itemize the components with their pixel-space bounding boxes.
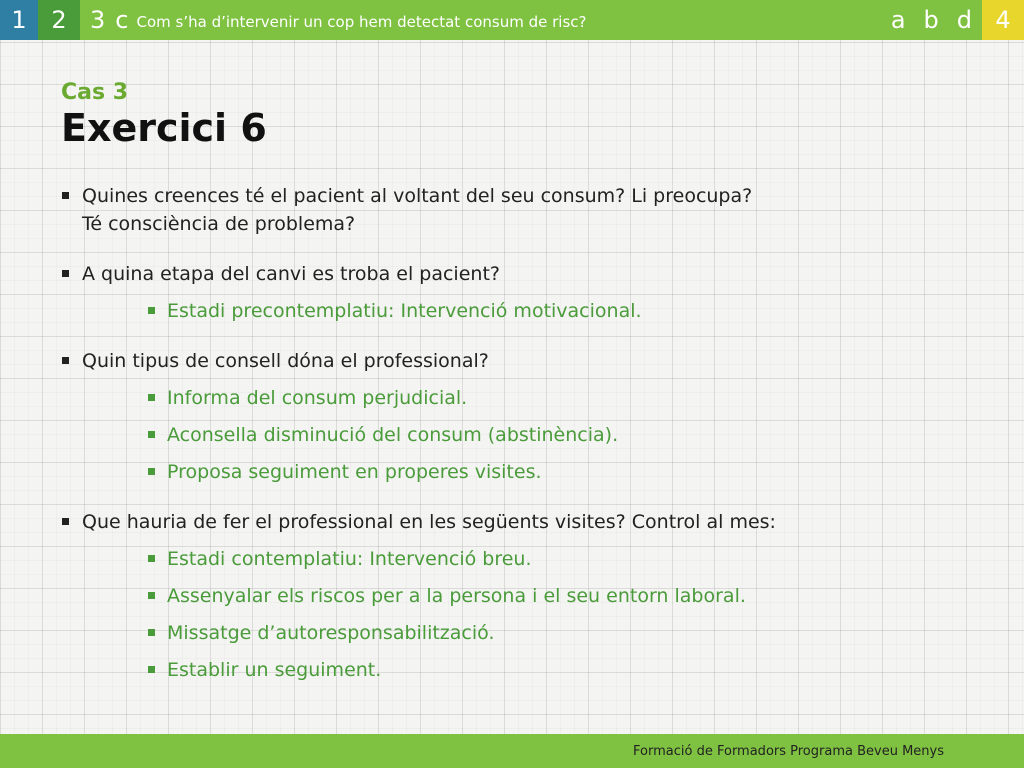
answer-item: Establir un seguiment. bbox=[147, 656, 961, 684]
nav-tab-3-letter: c bbox=[115, 6, 129, 34]
nav-letter-b[interactable]: b bbox=[923, 6, 939, 34]
page-title: Exercici 6 bbox=[61, 106, 267, 150]
answer-item: Assenyalar els riscos per a la persona i el seu entorn laboral. bbox=[147, 582, 961, 610]
nav-tab-3[interactable] bbox=[80, 0, 128, 40]
answer-item: Proposa seguiment en properes visites. bbox=[147, 458, 961, 486]
footer-text: Formació de Formadors Programa Beveu Menys bbox=[633, 744, 944, 759]
subsection-links bbox=[873, 0, 972, 40]
question-4: Que hauria de fer el professional en les següents visites? Control al mes: bbox=[61, 508, 961, 536]
nav-letter-d[interactable]: d bbox=[956, 6, 972, 34]
question-1-line-1: Quines creences té el pacient al voltant del seu consum? Li preocupa? bbox=[82, 185, 753, 207]
case-label: Cas 3 bbox=[61, 80, 129, 105]
section-title: Com s’ha d’intervenir un cop hem detectat consum de risc? bbox=[136, 13, 587, 31]
answer-item: Aconsella disminució del consum (abstinència). bbox=[147, 421, 961, 449]
nav-tab-2[interactable]: 2 bbox=[38, 0, 80, 40]
nav-tab-3-number: 3 bbox=[90, 6, 106, 34]
answer-item: Estadi precontemplatiu: Intervenció motivacional. bbox=[147, 297, 961, 325]
nav-tab-4[interactable]: 4 bbox=[982, 0, 1024, 40]
top-navigation-bar bbox=[0, 0, 1024, 40]
question-1 bbox=[61, 182, 961, 238]
nav-tab-1[interactable]: 1 bbox=[0, 0, 38, 40]
footer-bar bbox=[0, 734, 1024, 768]
answer-item: Estadi contemplatiu: Intervenció breu. bbox=[147, 545, 961, 573]
answer-item: Missatge d’autoresponsabilització. bbox=[147, 619, 961, 647]
answer-item: Informa del consum perjudicial. bbox=[147, 384, 961, 412]
nav-letter-a[interactable]: a bbox=[890, 6, 906, 34]
exercise-content bbox=[61, 182, 961, 684]
question-3: Quin tipus de consell dóna el professional? bbox=[61, 347, 961, 375]
question-2: A quina etapa del canvi es troba el pacient? bbox=[61, 260, 961, 288]
question-1-line-2: Té consciència de problema? bbox=[82, 213, 356, 235]
